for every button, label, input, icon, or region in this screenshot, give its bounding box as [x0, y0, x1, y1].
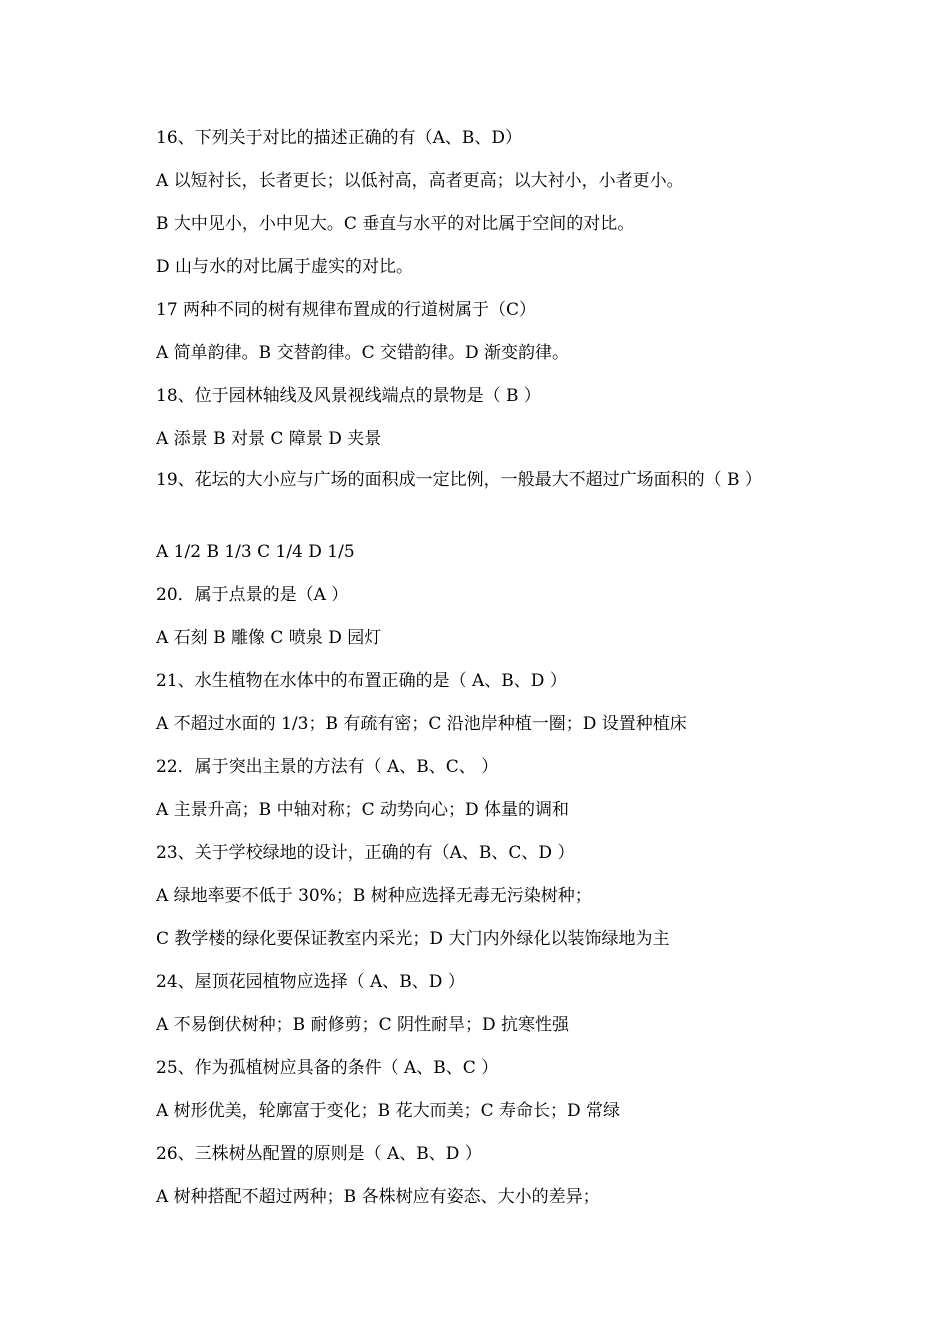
- question-16: 16、下列关于对比的描述正确的有（A、B、D）: [156, 128, 523, 148]
- option-line: D 山与水的对比属于虚实的对比。: [156, 257, 414, 277]
- option-line: A 绿地率要不低于 30%；B 树种应选择无毒无污染树种；: [156, 886, 592, 906]
- question-22: 22．属于突出主景的方法有（ A、B、C、 ）: [156, 757, 499, 777]
- option-line: A 不易倒伏树种；B 耐修剪；C 阴性耐旱；D 抗寒性强: [156, 1015, 570, 1035]
- option-line: A 树形优美，轮廓富于变化；B 花大而美；C 寿命长；D 常绿: [156, 1101, 621, 1121]
- question-19: 19、花坛的大小应与广场的面积成一定比例，一般最大不超过广场面积的（ B ）: [156, 470, 762, 490]
- question-21: 21、水生植物在水体中的布置正确的是（ A、B、D ）: [156, 671, 567, 691]
- question-26: 26、三株树丛配置的原则是（ A、B、D ）: [156, 1144, 482, 1164]
- option-line: A 1/2 B 1/3 C 1/4 D 1/5: [156, 542, 355, 562]
- option-line: A 以短衬长，长者更长；以低衬高，高者更高；以大衬小，小者更小。: [156, 171, 684, 191]
- option-line: A 不超过水面的 1/3；B 有疏有密；C 沿池岸种植一圈；D 设置种植床: [156, 714, 687, 734]
- question-18: 18、位于园林轴线及风景视线端点的景物是（ B ）: [156, 386, 541, 406]
- option-line: C 教学楼的绿化要保证教室内采光；D 大门内外绿化以装饰绿地为主: [156, 929, 670, 949]
- document-body: [156, 123, 796, 1225]
- option-line: A 树种搭配不超过两种；B 各株树应有姿态、大小的差异；: [156, 1187, 600, 1207]
- option-line: A 简单韵律。B 交替韵律。C 交错韵律。D 渐变韵律。: [156, 343, 570, 363]
- question-24: 24、屋顶花园植物应选择（ A、B、D ）: [156, 972, 465, 992]
- question-25: 25、作为孤植树应具备的条件（ A、B、C ）: [156, 1058, 499, 1078]
- question-20: 20．属于点景的是（A ）: [156, 585, 349, 605]
- question-23: 23、关于学校绿地的设计，正确的有（A、B、C、D ）: [156, 843, 575, 863]
- question-17: 17 两种不同的树有规律布置成的行道树属于（C）: [156, 300, 537, 320]
- option-line: A 添景 B 对景 C 障景 D 夹景: [156, 429, 382, 449]
- option-line: A 石刻 B 雕像 C 喷泉 D 园灯: [156, 628, 382, 648]
- option-line: B 大中见小，小中见大。C 垂直与水平的对比属于空间的对比。: [156, 214, 635, 234]
- option-line: A 主景升高；B 中轴对称；C 动势向心；D 体量的调和: [156, 800, 570, 820]
